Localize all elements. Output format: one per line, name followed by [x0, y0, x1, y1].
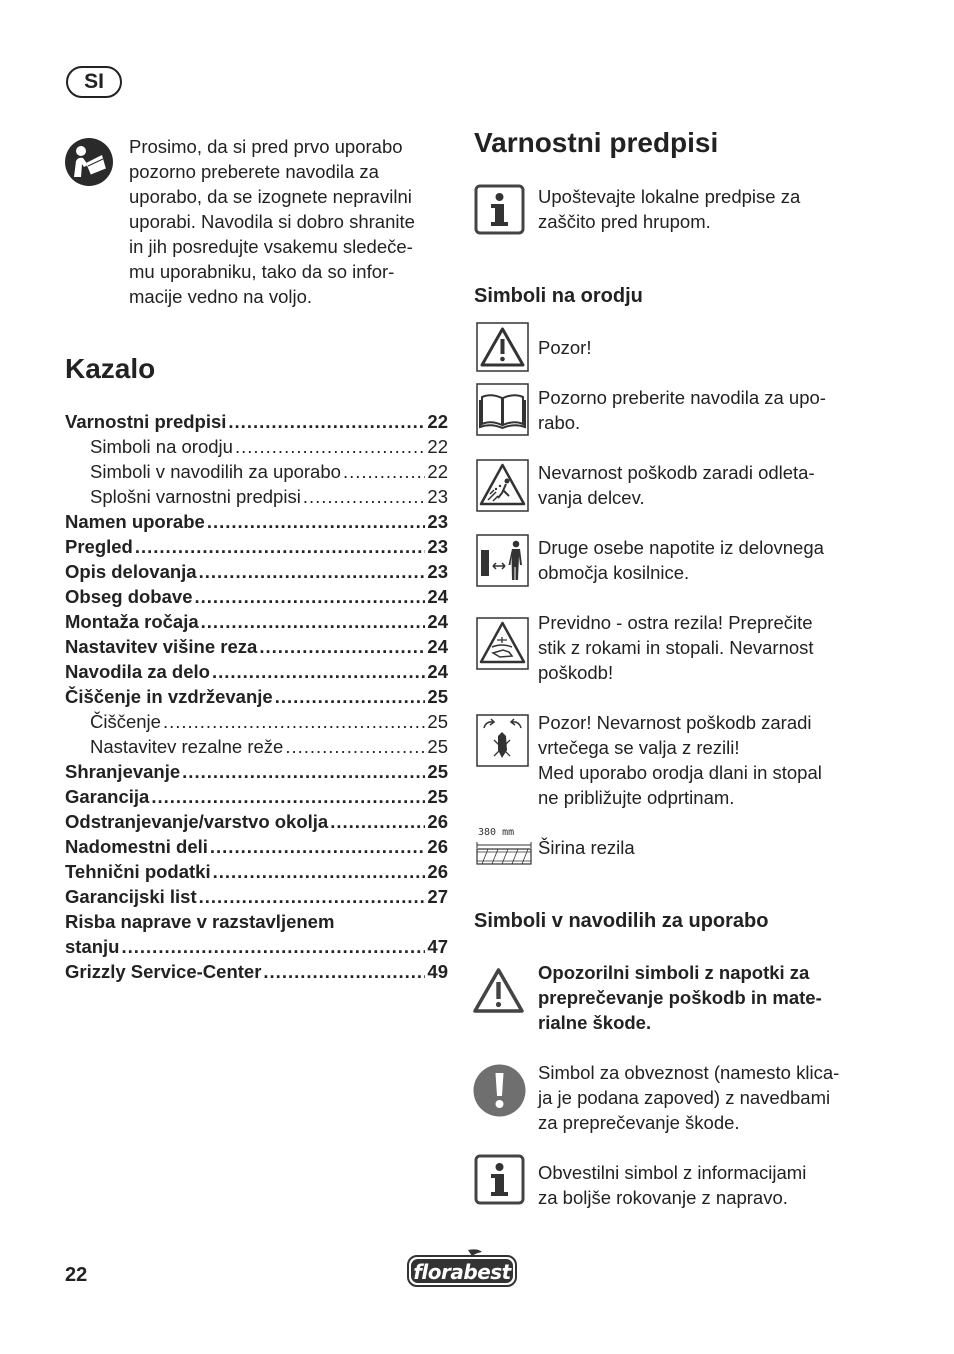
toc-entry-label: Nastavitev višine reza: [65, 636, 258, 657]
toc-entry-page: 25: [427, 711, 448, 732]
toc-entry[interactable]: [65, 534, 448, 559]
cutting-width-line: Širina rezila: [538, 837, 635, 858]
mandatory-symbol-line: ja je podana zapoved) z navedbami: [538, 1087, 831, 1108]
warning-symbol-line: Opozorilni simboli z napotki za: [538, 962, 810, 983]
intro-line: in jih posredujte vsakemu sledeče-: [129, 236, 413, 257]
cutting-width-icon: [474, 827, 534, 867]
toc-entry[interactable]: [65, 509, 448, 534]
toc-entry-label: Nadomestni deli: [65, 836, 208, 857]
toc-entry[interactable]: [65, 409, 448, 434]
intro-line: macije vedno na voljo.: [129, 286, 313, 307]
toc-entry-label: Opis delovanja: [65, 561, 197, 582]
intro-line: mu uporabniku, tako da so infor-: [129, 261, 395, 282]
cutting-width-text: [538, 835, 868, 860]
toc-entry-page: 27: [427, 886, 448, 907]
toc-entry-label: Tehnični podatki: [65, 861, 211, 882]
sharp-blades-line: Previdno - ostra rezila! Preprečite: [538, 612, 813, 633]
toc-entry-page: 25: [427, 786, 448, 807]
toc-entry-label: Pregled: [65, 536, 133, 557]
toc-entry-label: Splošni varnostni predpisi: [90, 486, 301, 507]
intro-line: uporabi. Navodila si dobro shranite: [129, 211, 415, 232]
keep-away-text: [538, 535, 868, 585]
toc-entry[interactable]: [65, 859, 448, 884]
mandatory-symbol-line: Simbol za obveznost (namesto klica-: [538, 1062, 840, 1083]
toc-leader: [194, 584, 425, 609]
sharp-blades-icon: [476, 617, 529, 670]
toc-entry-label: Čiščenje: [90, 711, 161, 732]
intro-line: uporabo, da se izognete nepravilni: [129, 186, 412, 207]
read-manual-line: rabo.: [538, 412, 581, 433]
caution-triangle-icon: [476, 322, 529, 372]
page-number: 22: [65, 1264, 88, 1286]
toc-entry-page: 25: [427, 736, 448, 757]
toc-entry-label: Odstranjevanje/varstvo okolja: [65, 811, 329, 832]
keep-distance-icon: [476, 534, 529, 587]
toc-entry[interactable]: [65, 884, 448, 909]
toc-entry-page: 23: [427, 536, 448, 557]
noise-note-line: zaščito pred hrupom.: [538, 211, 711, 232]
toc-entry[interactable]: [65, 609, 448, 634]
toc-entry-label: Risba naprave v razstavljenem: [65, 911, 335, 932]
toc-entry-label: Obseg dobave: [65, 586, 193, 607]
toc-entry[interactable]: [65, 659, 448, 684]
toc-entry[interactable]: [65, 709, 448, 734]
warning-symbol-line: preprečevanje poškodb in mate-: [538, 987, 822, 1008]
safety-title: Varnostni predpisi: [474, 127, 719, 158]
info-symbol-line: za boljše rokovanje z napravo.: [538, 1187, 788, 1208]
toc-leader: [151, 784, 425, 809]
toc-leader: [213, 859, 426, 884]
toc-entry-label: Simboli v navodilih za uporabo: [90, 461, 341, 482]
toc-leader: [259, 634, 425, 659]
toc-leader: [201, 609, 426, 634]
rotating-cylinder-icon: [476, 714, 529, 767]
toc-entry-label: Nastavitev rezalne reže: [90, 736, 284, 757]
rotating-cylinder-text: [538, 710, 868, 810]
toc-entry-page: 24: [427, 661, 448, 682]
table-of-contents: [65, 409, 448, 984]
noise-note-line: Upoštevajte lokalne predpise za: [538, 186, 801, 207]
toc-entry[interactable]: [65, 759, 448, 784]
toc-entry-label: Grizzly Service-Center: [65, 961, 262, 982]
toc-entry-page: 23: [427, 511, 448, 532]
toc-entry[interactable]: [65, 459, 448, 484]
toc-leader: [163, 709, 425, 734]
toc-title: Kazalo: [65, 353, 156, 384]
toc-leader: [121, 934, 425, 959]
toc-entry-label: Navodila za delo: [65, 661, 210, 682]
rotating-cylinder-line: Med uporabo orodja dlani in stopal: [538, 762, 822, 783]
toc-entry[interactable]: [65, 434, 448, 459]
language-badge-label: SI: [84, 70, 104, 93]
toc-entry-label: Garancijski list: [65, 886, 197, 907]
sharp-blades-line: poškodb!: [538, 662, 614, 683]
caution-text: [538, 335, 868, 360]
toc-entry-page: 49: [427, 961, 448, 982]
toc-leader: [199, 884, 426, 909]
toc-entry-label: Simboli na orodju: [90, 436, 233, 457]
language-badge: [66, 66, 122, 98]
toc-entry[interactable]: [65, 584, 448, 609]
toc-leader: [212, 659, 425, 684]
read-manual-circle-icon: [64, 137, 114, 187]
toc-entry-label: stanju: [65, 936, 120, 957]
toc-entry-wrapped-cont[interactable]: [65, 934, 448, 959]
toc-entry-page: 22: [427, 461, 448, 482]
open-book-icon: [476, 383, 529, 436]
toc-leader: [303, 484, 426, 509]
toc-entry[interactable]: [65, 959, 448, 984]
toc-leader: [199, 559, 426, 584]
toc-entry-page: 24: [427, 586, 448, 607]
toc-entry-label: Montaža ročaja: [65, 611, 199, 632]
toc-leader: [228, 409, 425, 434]
read-manual-text: [538, 385, 868, 435]
toc-entry-page: 24: [427, 611, 448, 632]
toc-leader: [235, 434, 425, 459]
toc-entry-label: Garancija: [65, 786, 150, 807]
toc-entry[interactable]: [65, 734, 448, 759]
toc-entry[interactable]: [65, 684, 448, 709]
flying-debris-line: Nevarnost poškodb zaradi odleta-: [538, 462, 815, 483]
toc-leader: [207, 509, 426, 534]
sharp-blades-text: [538, 610, 868, 685]
tool-symbols-title: Simboli na orodju: [474, 285, 643, 307]
toc-entry-page: 25: [427, 686, 448, 707]
toc-leader: [343, 459, 425, 484]
brand-logo: [406, 1248, 518, 1288]
toc-entry-label: Namen uporabe: [65, 511, 205, 532]
keep-away-line: območja kosilnice.: [538, 562, 690, 583]
toc-entry-page: 26: [427, 811, 448, 832]
toc-entry[interactable]: [65, 559, 448, 584]
toc-leader: [210, 834, 426, 859]
noise-note: [538, 184, 868, 234]
sharp-blades-line: stik z rokami in stopali. Nevarnost: [538, 637, 814, 658]
toc-entry-page: 26: [427, 861, 448, 882]
flying-debris-text: [538, 460, 868, 510]
info-symbol-line: Obvestilni simbol z informacijami: [538, 1162, 807, 1183]
keep-away-line: Druge osebe napotite iz delovnega: [538, 537, 824, 558]
toc-leader: [263, 959, 425, 984]
toc-leader: [330, 809, 425, 834]
toc-leader: [285, 734, 425, 759]
brand-logo-text: florabest: [413, 1260, 511, 1284]
intro-line: pozorno preberete navodila za: [129, 161, 379, 182]
cutting-width-badge: 380 mm: [478, 827, 515, 838]
manual-symbols-title: Simboli v navodilih za uporabo: [474, 910, 769, 932]
rotating-cylinder-line: vrtečega se valja z rezili!: [538, 737, 740, 758]
flying-debris-icon: [476, 459, 529, 512]
toc-entry-page: 47: [427, 936, 448, 957]
intro-line: Prosimo, da si pred prvo uporabo: [129, 136, 403, 157]
mandatory-symbol-text: [538, 1060, 868, 1135]
toc-entry-page: 24: [427, 636, 448, 657]
rotating-cylinder-line: ne približujte odprtinam.: [538, 787, 735, 808]
warning-symbol-line: rialne škode.: [538, 1012, 652, 1033]
toc-entry[interactable]: [65, 834, 448, 859]
toc-entry-page: 23: [427, 561, 448, 582]
read-manual-line: Pozorno preberite navodila za upo-: [538, 387, 826, 408]
toc-entry[interactable]: [65, 784, 448, 809]
info-icon: [474, 1154, 525, 1205]
toc-entry[interactable]: [65, 634, 448, 659]
toc-leader: [135, 534, 426, 559]
mandatory-exclamation-icon: [473, 1064, 526, 1117]
toc-entry[interactable]: [65, 484, 448, 509]
info-symbol-text: [538, 1160, 868, 1210]
toc-entry-page: 25: [427, 761, 448, 782]
toc-entry-page: 22: [427, 436, 448, 457]
flying-debris-line: vanja delcev.: [538, 487, 645, 508]
info-icon: [474, 184, 525, 235]
toc-entry-page: 23: [427, 486, 448, 507]
toc-leader: [182, 759, 425, 784]
toc-entry-page: 26: [427, 836, 448, 857]
toc-entry-label: Varnostni predpisi: [65, 411, 227, 432]
intro-paragraph: [129, 134, 449, 309]
toc-entry-label: Shranjevanje: [65, 761, 181, 782]
toc-entry-label: Čiščenje in vzdrževanje: [65, 686, 273, 707]
mandatory-symbol-line: za preprečevanje škode.: [538, 1112, 740, 1133]
caution-line: Pozor!: [538, 337, 592, 358]
warning-triangle-icon: [472, 966, 525, 1016]
toc-entry-wrapped[interactable]: [65, 909, 448, 934]
cutting-width-drum-icon: [474, 839, 534, 867]
toc-entry[interactable]: [65, 809, 448, 834]
rotating-cylinder-line: Pozor! Nevarnost poškodb zaradi: [538, 712, 812, 733]
toc-leader: [275, 684, 426, 709]
warning-symbol-text: [538, 960, 868, 1035]
toc-entry-page: 22: [427, 411, 448, 432]
